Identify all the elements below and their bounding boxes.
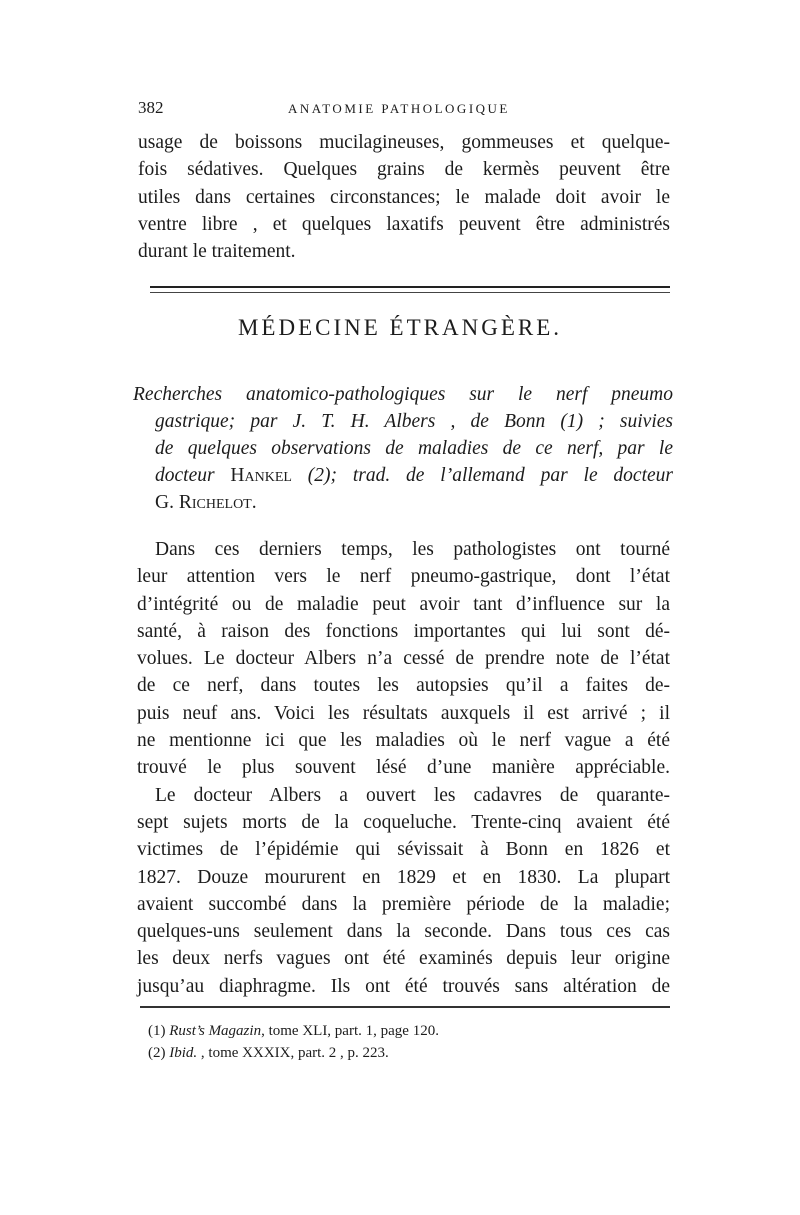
heading-text: docteur xyxy=(155,465,231,486)
footnote xyxy=(148,1020,648,1042)
text-line: Dans ces derniers temps, les pathologistes ont tourné xyxy=(155,539,670,560)
text-line: 1827. Douze moururent en 1829 et en 1830. La plupart xyxy=(137,866,670,888)
heading-text: G. xyxy=(155,492,179,513)
text-line: de ce nerf, dans toutes les autopsies qu’il a faites de- xyxy=(137,675,670,697)
footnote-source: Ibid. xyxy=(169,1045,198,1061)
heading-line xyxy=(133,489,673,516)
text-line: avaient succombé dans la première période de la maladie; xyxy=(137,893,670,915)
heading-line: Recherches anatomico-pathologiques sur le nerf pneumo xyxy=(133,384,673,405)
page-number: 382 xyxy=(138,98,164,117)
text-line: jusqu’au diaphragme. Ils ont été trouvés sans altération de xyxy=(137,975,670,997)
page-header xyxy=(138,98,668,122)
heading-text: . xyxy=(251,492,257,513)
text-line: leur attention vers le nerf pneumo-gastrique, dont l’état xyxy=(137,566,670,588)
text-line: ventre libre , et quelques laxatifs peuvent être administrés xyxy=(138,213,670,235)
footnote-number: (1) xyxy=(148,1023,166,1039)
main-text xyxy=(137,536,670,1000)
footnote-divider xyxy=(140,1006,670,1008)
text-line: volues. Le docteur Albers n’a cessé de prendre note de l’état xyxy=(137,648,670,670)
footnote-number: (2) xyxy=(148,1045,166,1061)
article-heading xyxy=(133,381,673,516)
section-title: MÉDECINE ÉTRANGÈRE. xyxy=(237,315,563,340)
footnote-source: Rust’s Magazin xyxy=(169,1023,262,1039)
heading-text: (2); trad. de l’allemand par le docteur xyxy=(291,465,673,486)
text-line: santé, à raison des fonctions importantes qui lui sont dé- xyxy=(137,620,670,642)
text-line: utiles dans certaines circonstances; le malade doit avoir le xyxy=(138,186,670,208)
footnote xyxy=(148,1042,648,1064)
text-line: Le docteur Albers a ouvert les cadavres de quarante- xyxy=(155,784,670,806)
translator-name: Richelot xyxy=(178,492,252,513)
author-name: Hankel xyxy=(230,465,292,486)
text-line: ne mentionne ici que les maladies où le nerf vague a été xyxy=(137,730,670,752)
heading-line xyxy=(133,462,673,489)
text-line: victimes de l’épidémie qui sévissait à Bonn en 1826 et xyxy=(137,839,670,861)
text-line: d’intégrité ou de maladie peut avoir tant d’influence sur la xyxy=(137,593,670,615)
section-divider xyxy=(150,286,670,293)
footnotes xyxy=(148,1020,648,1064)
text-line: les deux nerfs vagues ont été examinés depuis leur origine xyxy=(137,948,670,970)
text-line: puis neuf ans. Voici les résultats auxquels il est arrivé ; il xyxy=(137,702,670,724)
text-line: durant le traitement. xyxy=(138,241,296,263)
text-line: trouvé le plus souvent lésé d’une manière appréciable. xyxy=(137,757,670,779)
intro-paragraph xyxy=(138,129,670,265)
running-head: ANATOMIE PATHOLOGIQUE xyxy=(288,101,510,116)
text-line: quelques-uns seulement dans la seconde. Dans tous ces cas xyxy=(137,921,670,943)
text-line: sept sujets morts de la coqueluche. Trente-cinq avaient été xyxy=(137,811,670,833)
heading-line: de quelques observations de maladies de ce nerf, par le xyxy=(155,438,673,459)
text-line: usage de boissons mucilagineuses, gommeuses et quelque- xyxy=(138,132,670,153)
footnote-text: , tome XLI, part. 1, page 120. xyxy=(261,1023,439,1039)
text-line: fois sédatives. Quelques grains de kermès peuvent être xyxy=(138,159,670,181)
footnote-text: , tome XXXIX, part. 2 , p. 223. xyxy=(197,1045,389,1061)
heading-line: gastrique; par J. T. H. Albers , de Bonn (1) ; suivies xyxy=(155,411,673,432)
